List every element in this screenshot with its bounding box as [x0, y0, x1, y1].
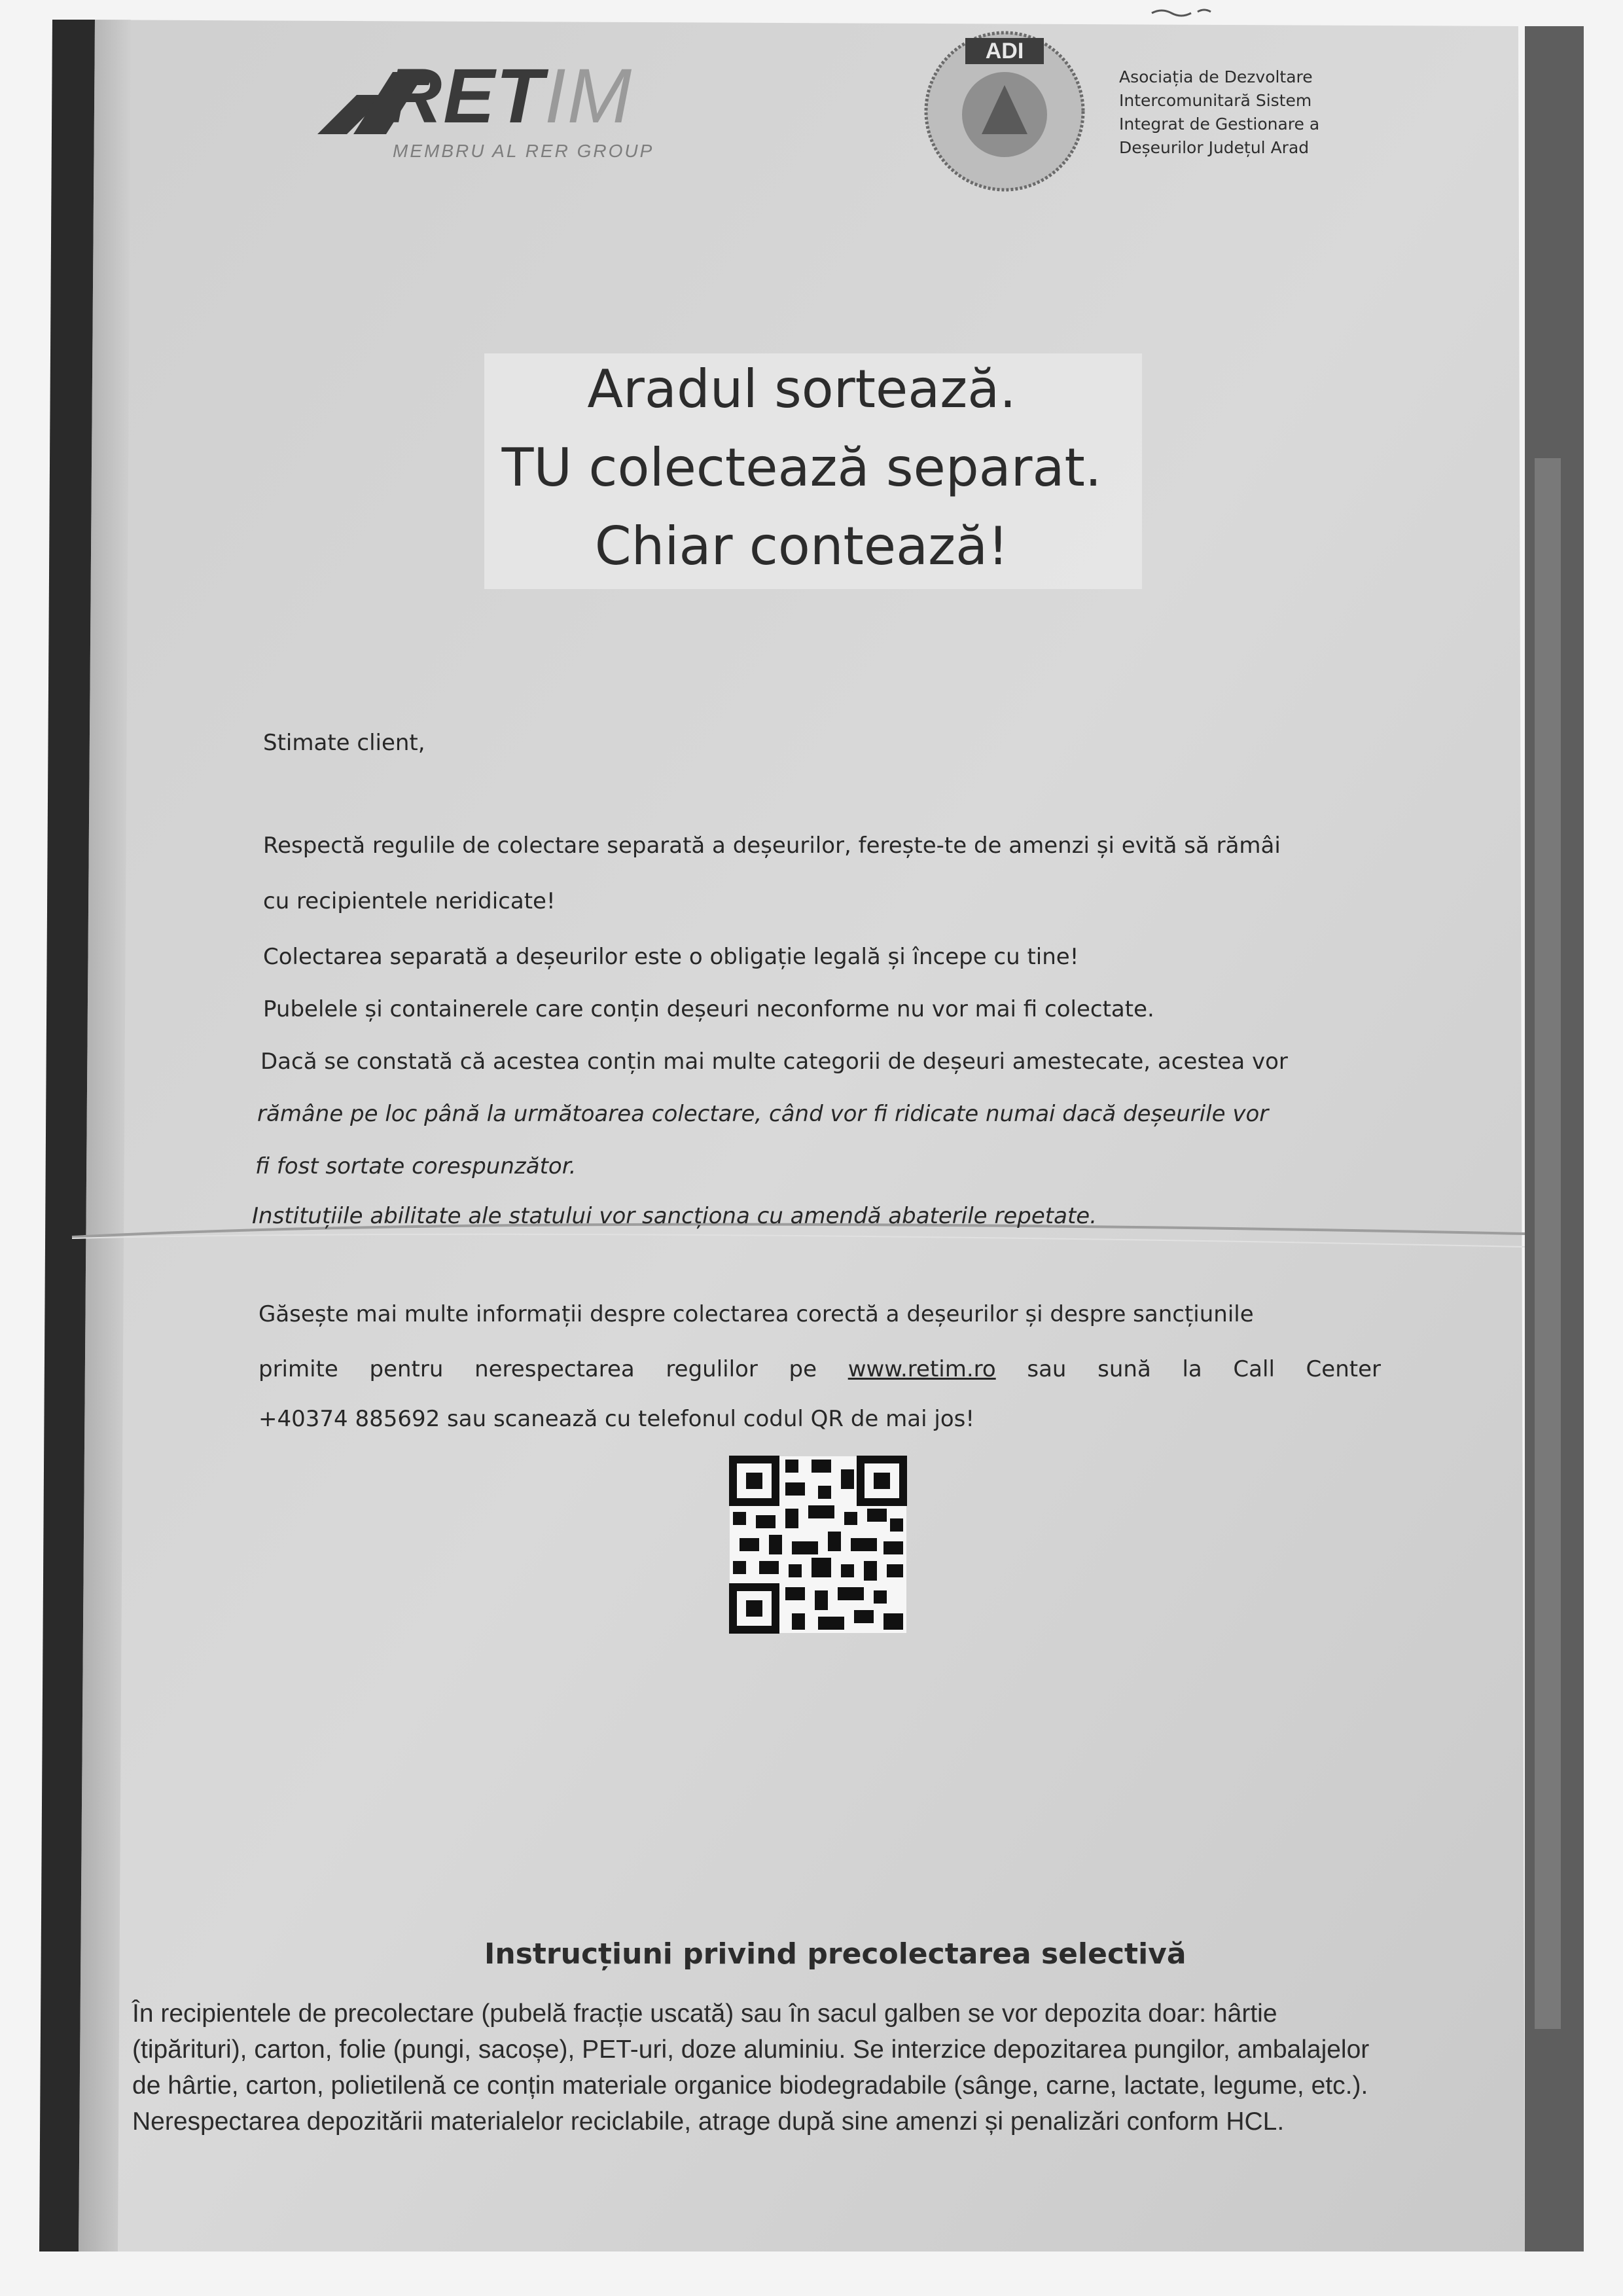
website-link[interactable]: www.retim.ro — [847, 1356, 996, 1382]
info-line-2 — [259, 1356, 1381, 1382]
letter-line: Dacă se constată că acestea conțin mai multe categorii de deșeuri amestecate, acestea vor — [260, 1049, 1288, 1075]
info-line-1: Găsește mai multe informații despre colectarea corectă a deșeurilor și despre sancțiunile — [259, 1301, 1254, 1327]
adi-seal-initials: ADI — [985, 39, 1024, 63]
info-line-3: +40374 885692 sau scanează cu telefonul codul QR de mai jos! — [259, 1406, 974, 1432]
letter-line: rămâne pe loc până la următoarea colectare, când vor fi ridicate numai dacă deșeurile vor — [257, 1101, 1269, 1127]
adi-association-name — [1119, 65, 1414, 160]
adi-line: Integrat de Gestionare a — [1119, 115, 1320, 134]
retim-logo-light-part: IM — [544, 53, 633, 139]
letter-line: Pubelele și containerele care conțin deșeuri neconforme nu vor mai fi colectate. — [263, 996, 1154, 1022]
retim-logo-wordmark — [386, 53, 633, 139]
letter-line: cu recipientele neridicate! — [263, 888, 556, 914]
adi-line: Intercomunitară Sistem — [1119, 91, 1312, 110]
letter-line: fi fost sortate corespunzător. — [255, 1153, 577, 1179]
letter-line: Respectă regulile de colectare separată a deșeurilor, ferește-te de amenzi și evită să rămâi — [263, 833, 1281, 859]
instructions-line: În recipientele de precolectare (pubelă fracție uscată) sau în sacul galben se vor depozita doar: hârtie — [132, 2000, 1277, 2028]
instructions-line: (tipărituri), carton, folie (pungi, sacoșe), PET-uri, doze aluminiu. Se interzice depozitarea pungilor, ambalajelor — [132, 2036, 1370, 2064]
headline-line-1: Aradul sortează. — [587, 359, 1016, 420]
retim-logo-dark-part: RET — [386, 53, 544, 139]
retim-tagline: MEMBRU AL RER GROUP — [393, 141, 654, 161]
headline-line-3: Chiar contează! — [594, 516, 1009, 577]
info-text: primite pentru nerespectarea regulilor pe — [259, 1356, 817, 1382]
instructions-line: Nerespectarea depozitării materialelor reciclabile, atrage după sine amenzi și penalizări conform HCL. — [132, 2108, 1285, 2136]
letter-greeting: Stimate client, — [263, 730, 425, 756]
qr-code-graphic — [730, 1456, 906, 1633]
letter-line: Colectarea separată a deșeurilor este o obligație legală și începe cu tine! — [263, 944, 1079, 970]
letter-line: Instituțiile abilitate ale statului vor sancționa cu amendă abaterile repetate. — [252, 1203, 1097, 1229]
adi-line: Asociația de Dezvoltare — [1119, 67, 1313, 86]
instructions-title: Instrucțiuni privind precolectarea selectivă — [484, 1937, 1186, 1971]
headline-line-2: TU colectează separat. — [501, 437, 1102, 498]
adi-line: Deșeurilor Județul Arad — [1119, 138, 1310, 157]
instructions-line: de hârtie, carton, polietilenă ce conțin materiale organice biodegradabile (sânge, carne, lactate, legume, etc.). — [132, 2072, 1368, 2100]
info-text: sau sună la Call Center — [1027, 1356, 1381, 1382]
